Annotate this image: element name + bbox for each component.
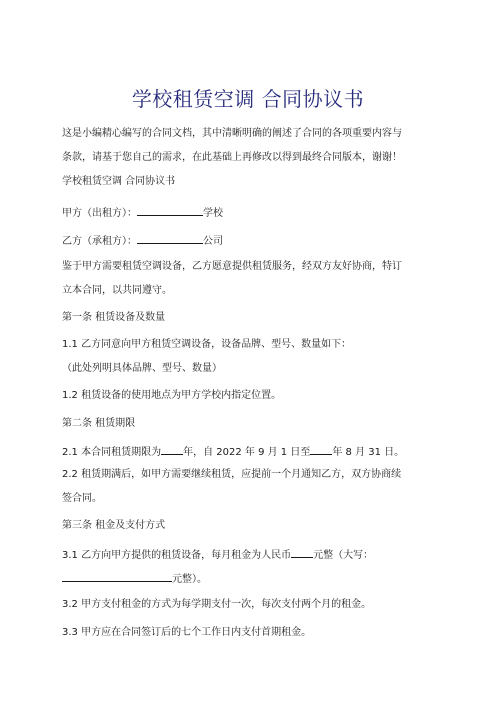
party-a-blank: [137, 204, 203, 216]
clause-3-1-text-b: 元整（大写：: [313, 550, 374, 561]
intro-text-line-1: 这是小编精心编写的合同文档，其中清晰明确的阐述了合同的各项重要内容与: [62, 128, 402, 139]
intro-text-line-2: 条款，请基于您自己的需求，在此基础上再修改以得到最终合同版本，谢谢！: [62, 152, 402, 163]
clause-3-3: 3.3 甲方应在合同签订后的七个工作日内支付首期租金。: [62, 627, 312, 638]
party-a-line: [62, 204, 223, 221]
clause-2-1-text-a: 2.1 本合同租赁期限为: [62, 447, 162, 458]
lease-years-blank: [161, 443, 183, 455]
clause-3-1-line-1: [62, 546, 373, 563]
party-b-blank: [137, 232, 203, 244]
preamble-line-1: 鉴于甲方需要租赁空调设备，乙方愿意提供租赁服务，经双方友好协商，特订: [62, 261, 402, 272]
party-a-label: 甲方（出租方）：: [62, 208, 137, 219]
clause-3-1-text-a: 3.1 乙方向甲方提供的租赁设备，每月租金为人民币: [62, 550, 292, 561]
monthly-rent-blank: [291, 546, 313, 558]
party-a-suffix: 学校: [203, 208, 223, 219]
article-1-heading: 第一条 租赁设备及数量: [62, 312, 166, 323]
clause-1-1-note: （此处列明具体品牌、型号、数量）: [62, 363, 222, 374]
clause-2-2-line-2: 签合同。: [62, 493, 102, 504]
clause-3-2: 3.2 甲方支付租金的方式为每学期支付一次，每次支付两个月的租金。: [62, 599, 372, 610]
clause-3-1-text-c: 元整）。: [172, 574, 207, 585]
clause-1-2: 1.2 租赁设备的使用地点为甲方学校内指定位置。: [62, 390, 282, 401]
end-year-blank: [310, 443, 332, 455]
article-2-heading: 第二条 租赁期限: [62, 418, 136, 429]
document-subtitle: 学校租赁空调 合同协议书: [62, 176, 176, 187]
party-b-line: [62, 232, 223, 249]
party-b-suffix: 公司: [203, 236, 223, 247]
preamble-line-2: 立本合同，以共同遵守。: [62, 285, 172, 296]
clause-2-1-text-c: 年 8 月 31 日。: [332, 447, 405, 458]
article-3-heading: 第三条 租金及支付方式: [62, 520, 166, 531]
document-title: 学校租赁空调 合同协议书: [131, 87, 365, 111]
rent-in-words-blank: [62, 570, 172, 582]
clause-2-1-text-b: 年，自 2022 年 9 月 1 日至: [183, 447, 311, 458]
clause-2-1: [62, 443, 404, 460]
clause-3-1-line-2: [62, 570, 207, 587]
clause-2-2-line-1: 2.2 租赁期满后，如甲方需要继续租赁，应提前一个月通知乙方，双方协商续: [62, 469, 402, 480]
clause-1-1: 1.1 乙方同意向甲方租赁空调设备，设备品牌、型号、数量如下：: [62, 339, 352, 350]
party-b-label: 乙方（承租方）：: [62, 236, 137, 247]
